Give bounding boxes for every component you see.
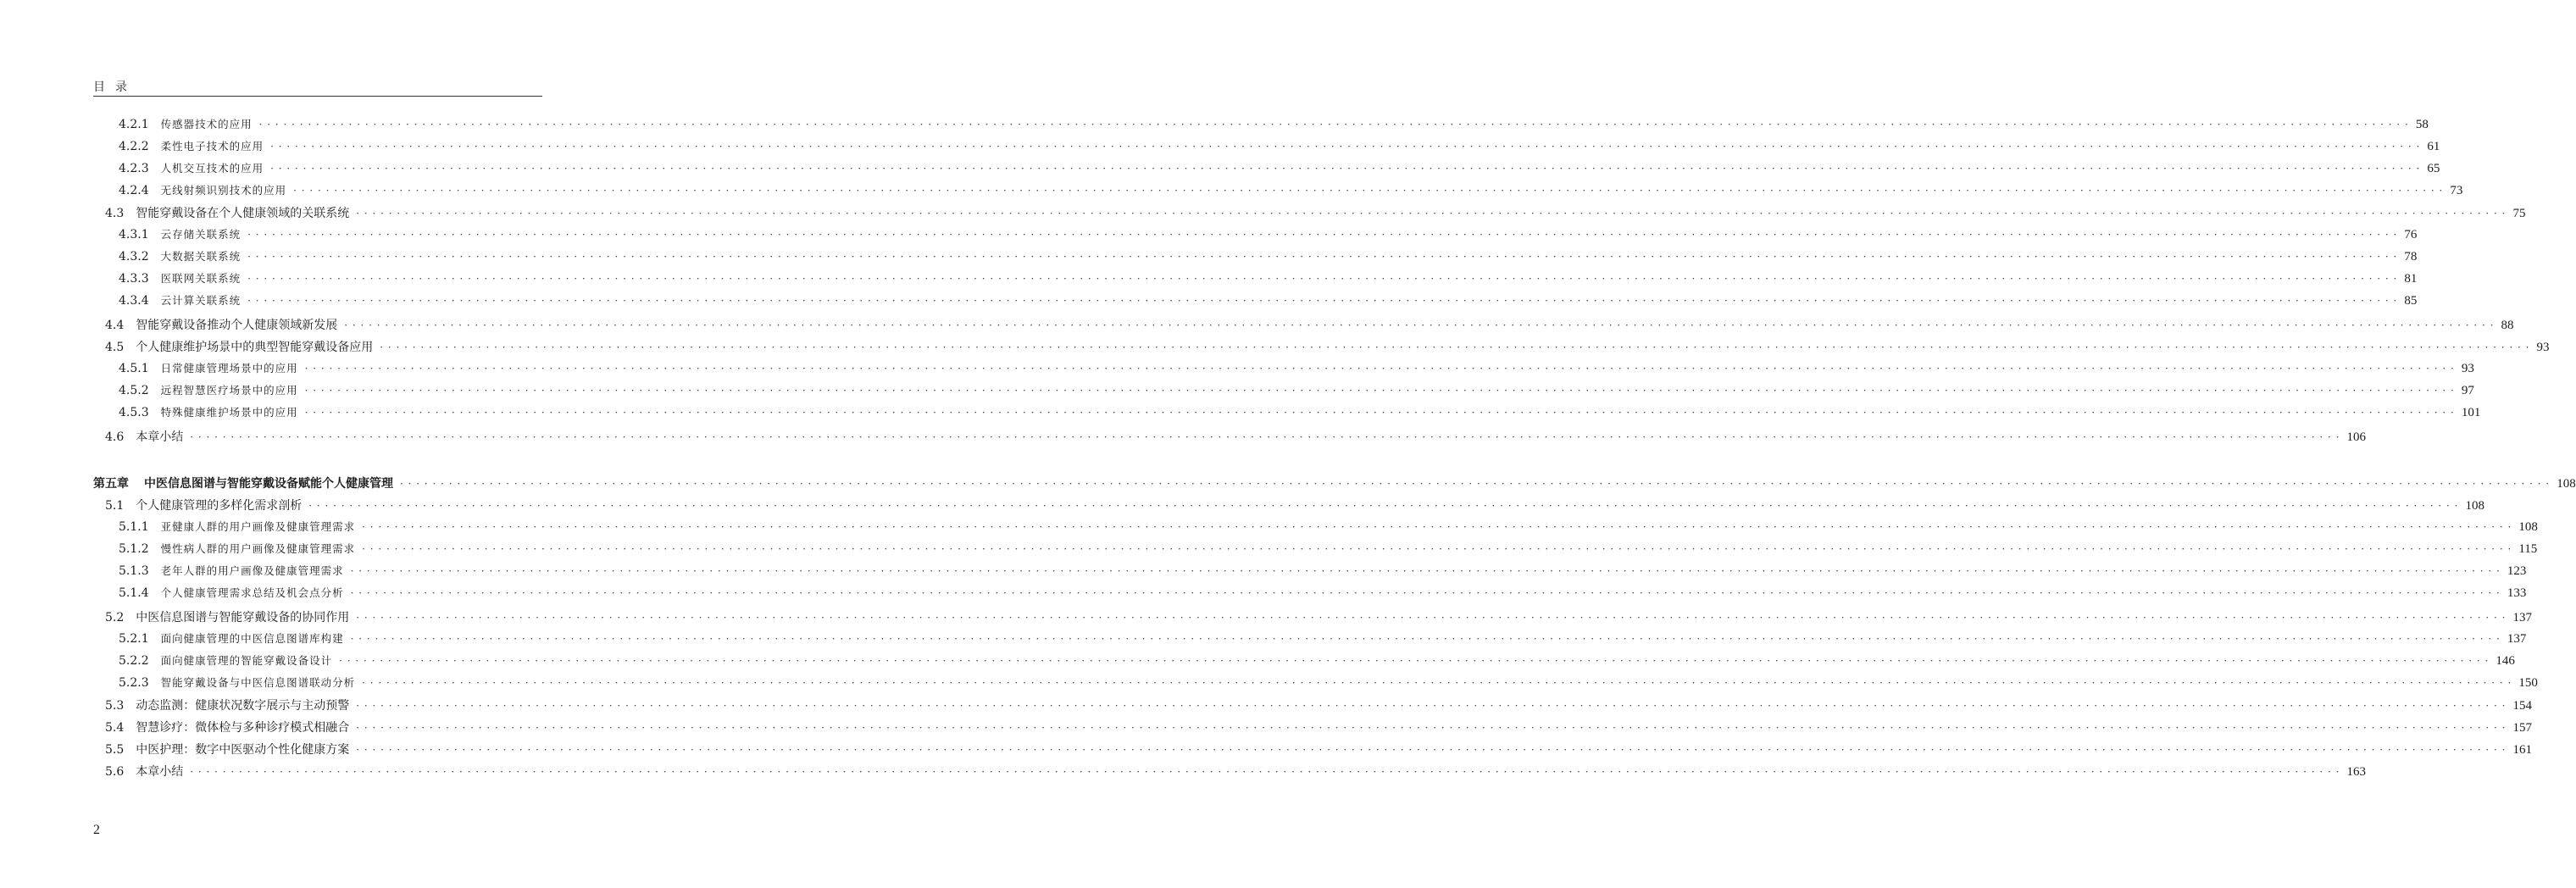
toc-page-number: 106: [2346, 430, 2366, 444]
toc-page-number: 115: [2518, 542, 2538, 556]
dot-leader: [305, 385, 2455, 397]
toc-number: 5.1.3: [119, 564, 149, 578]
toc-number: 5.1.1: [119, 520, 149, 534]
toc-page-number: 150: [2518, 676, 2538, 690]
toc-row[interactable]: [0, 226, 2418, 245]
dot-leader: [247, 273, 2397, 285]
toc-number: 5.2.2: [119, 654, 149, 668]
toc-page-number: 61: [2427, 140, 2440, 153]
toc-number: 4.3.2: [119, 250, 149, 264]
toc-row[interactable]: [0, 292, 2418, 311]
toc-row[interactable]: [0, 630, 2527, 649]
dot-leader: [351, 587, 2501, 599]
toc-title: 中医信息图谱与智能穿戴设备赋能个人健康管理: [144, 477, 393, 491]
toc-title: 医联网关联系统: [160, 272, 242, 285]
header-rule: [93, 96, 542, 97]
toc-row[interactable]: [0, 563, 2527, 581]
toc-page-number: 154: [2512, 699, 2532, 713]
toc-page-number: 163: [2346, 765, 2366, 779]
toc-row[interactable]: [0, 338, 2550, 357]
toc-page-number: 157: [2512, 721, 2532, 735]
dot-leader: [247, 251, 2397, 263]
toc-number: 5.1.4: [119, 586, 149, 600]
toc-number: 5.1.2: [119, 542, 149, 556]
toc-row[interactable]: [0, 182, 2463, 201]
dot-leader: [247, 295, 2397, 307]
toc-number: 4.2.2: [119, 140, 149, 153]
toc-title: 特殊健康维护场景中的应用: [160, 406, 298, 419]
dot-leader: [362, 677, 2512, 689]
dot-leader: [270, 163, 2420, 175]
toc-title: 云计算关联系统: [160, 294, 242, 307]
toc-title: 本章小结: [136, 765, 184, 779]
toc-page-number: 75: [2512, 207, 2526, 220]
dot-leader: [190, 766, 2340, 778]
toc-number: 4.6: [105, 430, 125, 444]
toc-row[interactable]: [0, 382, 2474, 401]
toc-number: 4.2.3: [119, 162, 149, 175]
toc-row[interactable]: [0, 741, 2532, 759]
toc-title: 个人健康管理的多样化需求剖析: [136, 499, 303, 513]
toc-page-number: 108: [2518, 520, 2538, 534]
toc-row[interactable]: [0, 270, 2418, 289]
toc-page-number: 78: [2404, 250, 2418, 264]
toc-title: 中医信息图谱与智能穿戴设备的协同作用: [136, 611, 350, 624]
toc-number: 5.2.3: [119, 676, 149, 690]
toc-row[interactable]: [0, 248, 2418, 267]
dot-leader: [351, 565, 2501, 577]
toc-row[interactable]: [0, 316, 2514, 335]
toc-page-number: 58: [2415, 118, 2429, 131]
toc-chapter-row[interactable]: [0, 475, 2576, 493]
toc-row[interactable]: [0, 652, 2515, 671]
toc-title: 智能穿戴设备在个人健康领域的关联系统: [136, 207, 350, 220]
toc-page-number: 108: [2465, 499, 2484, 513]
toc-page-number: 123: [2507, 564, 2527, 578]
toc-title: 智慧诊疗：微体检与多种诊疗模式相融合: [136, 721, 350, 735]
page-number: 2: [93, 823, 100, 837]
toc-number: 4.5.3: [119, 406, 149, 419]
dot-leader: [247, 229, 2397, 241]
dot-leader: [270, 141, 2420, 153]
toc-row[interactable]: [0, 160, 2440, 179]
toc-page-number: 93: [2536, 341, 2550, 354]
toc-title: 动态监测：健康状况数字展示与主动预警: [136, 699, 350, 713]
dot-leader: [344, 319, 2494, 331]
toc-row[interactable]: [0, 360, 2474, 379]
toc-row[interactable]: [0, 116, 2429, 135]
toc-number: 5.2: [105, 611, 125, 624]
toc-page-number: 76: [2404, 228, 2418, 241]
toc-row[interactable]: [0, 497, 2484, 515]
toc-number: 4.4: [105, 319, 125, 332]
dot-leader: [339, 655, 2489, 667]
toc-number: 4.2.4: [119, 184, 149, 197]
toc-title: 智能穿戴设备与中医信息图谱联动分析: [160, 676, 356, 689]
toc-title: 日常健康管理场景中的应用: [160, 362, 298, 375]
toc-number: 4.3.3: [119, 272, 149, 286]
toc-number: 5.1: [105, 499, 125, 513]
toc-row[interactable]: [0, 404, 2481, 423]
toc-number: 4.3.4: [119, 294, 149, 308]
dot-leader: [305, 363, 2455, 375]
dot-leader: [356, 700, 2506, 712]
toc-title: 中医护理：数字中医驱动个性化健康方案: [136, 743, 350, 757]
toc-page-number: 65: [2427, 162, 2440, 175]
toc-number: 4.5.1: [119, 362, 149, 375]
toc-row[interactable]: [0, 719, 2532, 737]
toc-page-number: 85: [2404, 294, 2418, 308]
toc-number: 4.2.1: [119, 118, 149, 131]
toc-title: 老年人群的用户画像及健康管理需求: [160, 564, 344, 577]
toc-title: 无线射频识别技术的应用: [160, 184, 287, 197]
dot-leader: [308, 500, 2458, 512]
dot-leader: [362, 543, 2512, 555]
toc-title: 亚健康人群的用户画像及健康管理需求: [160, 520, 356, 533]
toc-number: 第五章: [93, 477, 129, 491]
toc-page-number: 146: [2496, 654, 2515, 668]
toc-page-number: 108: [2557, 477, 2576, 491]
dot-leader: [400, 478, 2550, 490]
toc-title: 传感器技术的应用: [160, 118, 253, 130]
toc-number: 5.5: [105, 743, 125, 757]
toc-number: 5.4: [105, 721, 125, 735]
dot-leader: [356, 744, 2506, 756]
dot-leader: [356, 208, 2506, 219]
toc-page-number: 81: [2404, 272, 2418, 286]
toc-row[interactable]: [0, 138, 2440, 157]
toc-row[interactable]: [0, 585, 2527, 603]
dot-leader: [380, 341, 2529, 353]
dot-leader: [351, 633, 2501, 645]
toc-title: 慢性病人群的用户画像及健康管理需求: [160, 542, 356, 555]
toc-page-number: 161: [2512, 743, 2532, 757]
toc-row[interactable]: [0, 519, 2538, 537]
toc-number: 4.3: [105, 207, 125, 220]
toc-number: 5.3: [105, 699, 125, 713]
dot-leader: [362, 521, 2512, 533]
toc-number: 4.3.1: [119, 228, 149, 241]
toc-title: 面向健康管理的中医信息图谱库构建: [160, 632, 344, 645]
toc-title: 远程智慧医疗场景中的应用: [160, 384, 298, 397]
toc-title: 人机交互技术的应用: [160, 162, 264, 175]
toc-title: 面向健康管理的智能穿戴设备设计: [160, 654, 333, 667]
running-header: [93, 78, 542, 95]
toc-title: 个人健康维护场景中的典型智能穿戴设备应用: [136, 341, 374, 354]
toc-row[interactable]: [0, 541, 2538, 559]
toc-row[interactable]: [0, 204, 2526, 223]
toc-title: 云存储关联系统: [160, 228, 242, 241]
toc-row[interactable]: [0, 697, 2532, 715]
toc-number: 4.5: [105, 341, 125, 354]
toc-title: 大数据关联系统: [160, 250, 242, 263]
toc-number: 4.5.2: [119, 384, 149, 397]
toc-page-number: 133: [2507, 586, 2527, 600]
toc-row[interactable]: [0, 608, 2532, 627]
toc-page-number: 93: [2461, 362, 2474, 375]
dot-leader: [259, 119, 2409, 130]
dot-leader: [356, 722, 2506, 734]
toc-title: 本章小结: [136, 430, 184, 444]
toc-row[interactable]: [0, 763, 2366, 781]
toc-page-number: 137: [2507, 632, 2527, 646]
toc-title: 智能穿戴设备推动个人健康领域新发展: [136, 319, 338, 332]
toc-title: 个人健康管理需求总结及机会点分析: [160, 586, 344, 599]
toc-number: 5.6: [105, 765, 125, 779]
toc-row[interactable]: [0, 428, 2366, 447]
toc-page-number: 137: [2512, 611, 2532, 624]
toc-page-number: 73: [2450, 184, 2463, 197]
toc-row[interactable]: [0, 674, 2538, 693]
toc-title: 柔性电子技术的应用: [160, 140, 264, 153]
dot-leader: [190, 431, 2340, 443]
dot-leader: [356, 612, 2506, 624]
dot-leader: [305, 407, 2455, 419]
toc-page-number: 97: [2461, 384, 2474, 397]
toc-page-number: 101: [2461, 406, 2481, 419]
toc-page-number: 88: [2501, 319, 2514, 332]
dot-leader: [293, 185, 2443, 197]
toc-number: 5.2.1: [119, 632, 149, 646]
header-title: 目录: [93, 80, 137, 94]
